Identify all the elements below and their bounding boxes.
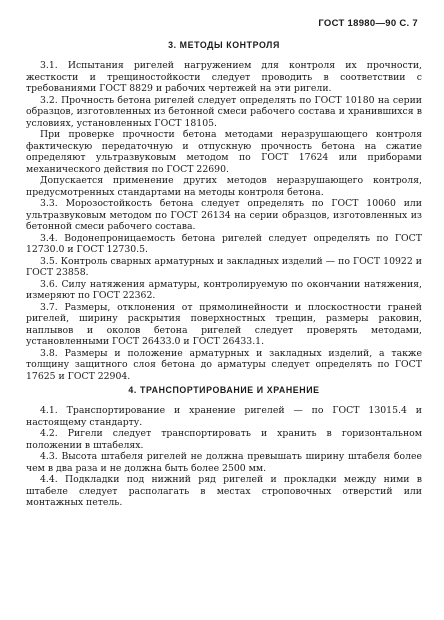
paragraph-3-8: 3.8. Размеры и положение арматурных и закладных изделий, а также толщину защитного слоя бетона до арматуры следует определять по ГОСТ 17625 и ГОСТ 22904.	[26, 347, 422, 382]
paragraph-4-3: 4.3. Высота штабеля ригелей не должна превышать ширину штабеля более чем в два раза и не должна быть более 2500 мм.	[26, 451, 422, 474]
paragraph-3-6: 3.6. Силу натяжения арматуры, контролируемую по окончании натяжения, измеряют по ГОСТ 22362.	[26, 278, 422, 301]
paragraph-3-2-other-methods: Допускается применение других методов неразрушающего контроля, предусмотренных стандартами на методы контроля бетона.	[26, 175, 422, 198]
document-page	[26, 0, 422, 620]
paragraph-3-1: 3.1. Испытания ригелей нагружением для контроля их прочности, жесткости и трещиностойкости следует проводить в соответствии с требованиями ГОСТ 8829 и рабочих чертежей на эти ригели.	[26, 60, 422, 94]
paragraph-3-2: 3.2. Прочность бетона ригелей следует определять по ГОСТ 10180 на серии образцов, изготовленных из бетонной смеси рабочего состава и хранившихся в условиях, установленных ГОСТ 18105.	[26, 94, 422, 129]
page-header: ГОСТ 18980—90 С. 7	[318, 18, 418, 29]
section-4-title: 4. ТРАНСПОРТИРОВАНИЕ И ХРАНЕНИЕ	[128, 385, 320, 395]
paragraph-3-5: 3.5. Контроль сварных арматурных и закладных изделий — по ГОСТ 10922 и ГОСТ 23858.	[26, 255, 422, 278]
paragraph-3-4: 3.4. Водонепроницаемость бетона ригелей следует определять по ГОСТ 12730.0 и ГОСТ 12730.5.	[26, 232, 422, 255]
paragraph-3-3: 3.3. Морозостойкость бетона следует определять по ГОСТ 10060 или ультразвуковым методом по ГОСТ 26134 на серии образцов, изготовленных из бетонной смеси рабочего состава.	[26, 198, 422, 232]
paragraph-3-2-nondestructive: При проверке прочности бетона методами неразрушающего контроля фактическую передаточную и отпускную прочность бетона на сжатие определяют ультразвуковым методом по ГОСТ 17624 или приборами механического действия по ГОСТ 22690.	[26, 129, 422, 175]
paragraph-4-1: 4.1. Транспортирование и хранение ригелей — по ГОСТ 13015.4 и настоящему стандарту.	[26, 405, 422, 428]
section-4-body	[26, 405, 422, 509]
paragraph-3-7: 3.7. Размеры, отклонения от прямолинейности и плоскостности граней ригелей, ширину раскрытия поверхностных трещин, размеры раковин, наплывов и околов бетона ригелей следует проверять методами, установленными ГОСТ 26433.0 и ГОСТ 26433.1.	[26, 301, 422, 347]
paragraph-4-2: 4.2. Ригели следует транспортировать и хранить в горизонтальном положении в штабелях.	[26, 428, 422, 451]
paragraph-4-4: 4.4. Подкладки под нижний ряд ригелей и прокладки между ними в штабеле следует располагать в местах строповочных отверстий или монтажных петель.	[26, 474, 422, 508]
section-3-title: 3. МЕТОДЫ КОНТРОЛЯ	[168, 40, 280, 50]
section-3-body	[26, 60, 422, 382]
